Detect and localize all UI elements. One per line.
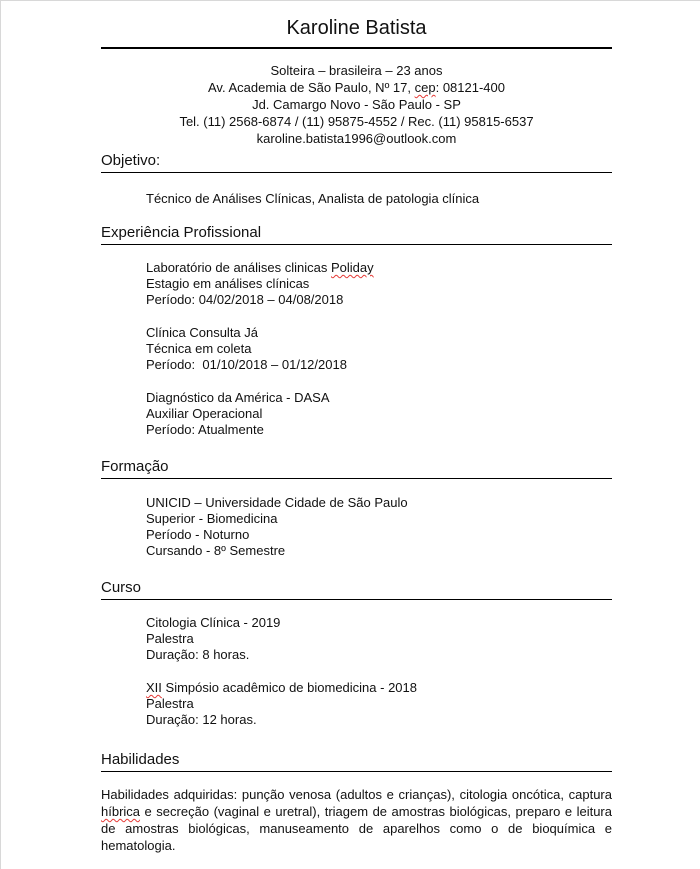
experience-role: Auxiliar Operacional [146, 406, 263, 421]
formacao-status: Cursando - 8º Semestre [146, 543, 286, 558]
experience-entry [146, 390, 612, 438]
misspelled-word-hibrica: híbrica [101, 804, 141, 819]
experience-entry [146, 325, 612, 373]
misspelled-word-poliday: Poliday [331, 260, 374, 275]
habilidades-text-post: e secreção (vaginal e uretral), triagem de amostras biológicas, preparo e leitura de amostras biológicas, manuseamento de aparelhos como o de bioquímica e hematologia. [101, 804, 612, 853]
contact-personal-status: Solteira – brasileira – 23 anos [270, 63, 443, 78]
contact-address-line1 [101, 79, 612, 96]
experience-company: Clínica Consulta Já [146, 325, 258, 340]
formacao-period: Período - Noturno [146, 527, 250, 542]
contact-address-line2: Jd. Camargo Novo - São Paulo - SP [252, 97, 461, 112]
formacao-institution: UNICID – Universidade Cidade de São Paulo [146, 495, 408, 510]
objetivo-text: Técnico de Análises Clínicas, Analista de patologia clínica [146, 191, 480, 206]
experience-role: Técnica em coleta [146, 341, 252, 356]
misspelled-word-xii: XII [146, 680, 162, 695]
contact-address-post: : 08121-400 [435, 80, 505, 95]
course-entry [146, 615, 612, 663]
section-heading-experiencia: Experiência Profissional [101, 225, 612, 245]
formacao-block [146, 495, 612, 559]
section-heading-objetivo: Objetivo: [101, 153, 612, 173]
experience-entry [146, 260, 612, 308]
formacao-degree: Superior - Biomedicina [146, 511, 278, 526]
experience-company [146, 260, 612, 276]
course-type: Palestra [146, 696, 194, 711]
course-title [146, 680, 612, 696]
habilidades-paragraph [101, 786, 612, 854]
misspelled-word-cep: cep [414, 80, 436, 95]
habilidades-text-pre: Habilidades adquiridas: punção venosa (adultos e crianças), citologia oncótica, captura [101, 787, 612, 802]
contact-email: karoline.batista1996@outlook.com [256, 131, 457, 146]
section-heading-formacao: Formação [101, 459, 612, 479]
experience-role: Estagio em análises clínicas [146, 276, 310, 291]
document-title-name: Karoline Batista [101, 17, 612, 49]
experience-company: Diagnóstico da América - DASA [146, 390, 330, 405]
course-type: Palestra [146, 631, 194, 646]
document-content [1, 1, 700, 854]
course-duration: Duração: 8 horas. [146, 647, 250, 662]
section-heading-curso: Curso [101, 580, 612, 600]
experience-period: Período: 04/02/2018 – 04/08/2018 [146, 292, 344, 307]
curso-entries [146, 615, 612, 728]
course-entry [146, 680, 612, 728]
contact-block [101, 62, 612, 147]
contact-address-pre: Av. Academia de São Paulo, Nº 17, [208, 80, 415, 95]
contact-phones: Tel. (11) 2568-6874 / (11) 95875-4552 / Rec. (11) 95815-6537 [179, 114, 534, 129]
experience-company-pre: Laboratório de análises clinicas [146, 260, 331, 275]
section-heading-habilidades: Habilidades [101, 752, 612, 772]
experience-period: Período: Atualmente [146, 422, 264, 437]
experiencia-entries [146, 260, 612, 438]
course-duration: Duração: 12 horas. [146, 712, 257, 727]
course-title: Citologia Clínica - 2019 [146, 615, 281, 630]
experience-period: Período: 01/10/2018 – 01/12/2018 [146, 357, 347, 372]
course-title-post: Simpósio acadêmico de biomedicina - 2018 [161, 680, 417, 695]
